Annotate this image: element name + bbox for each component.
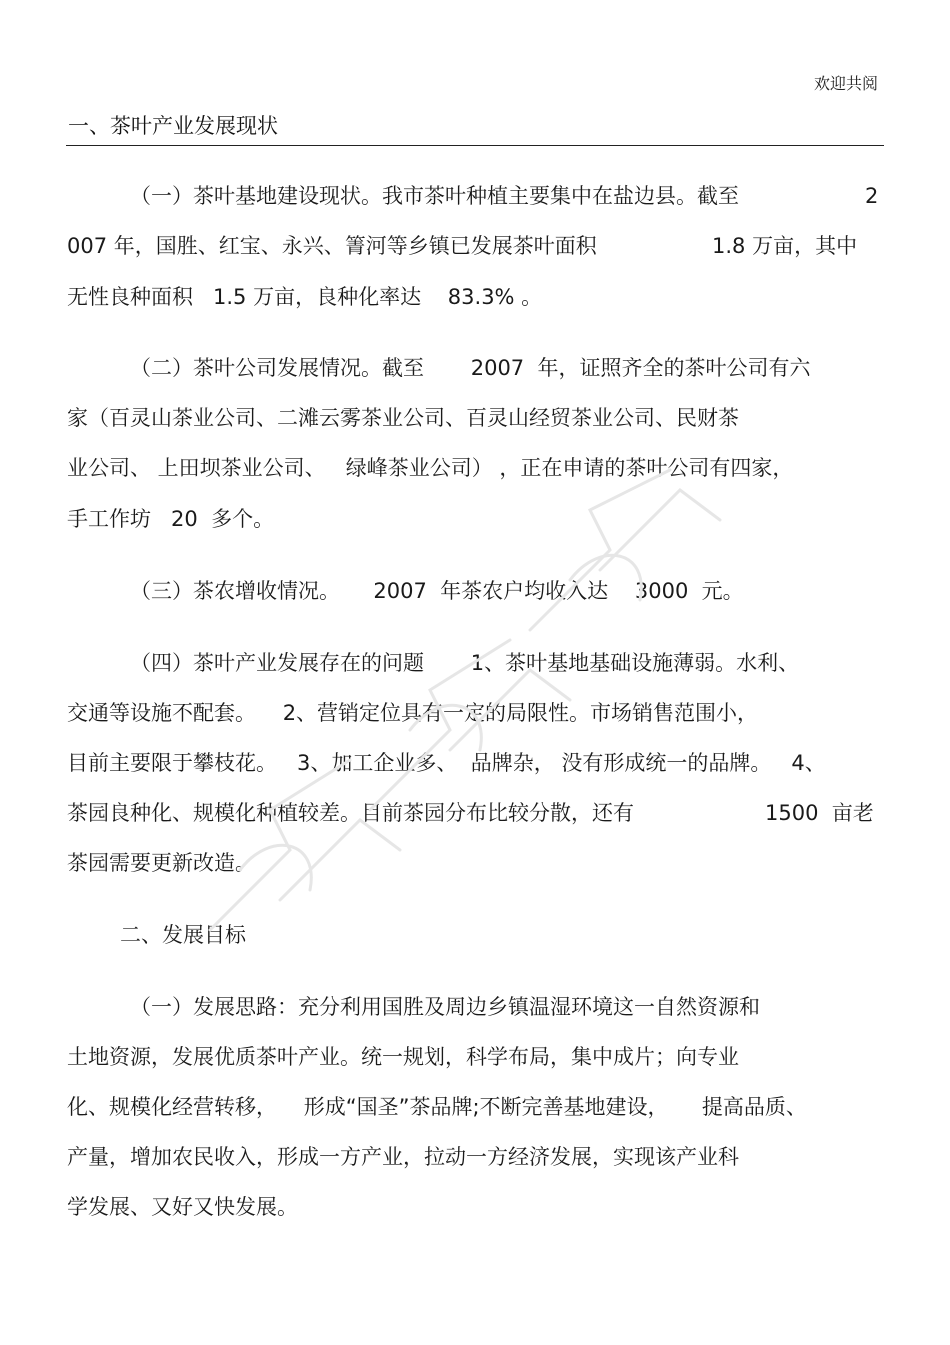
section-title-status: 一、茶叶产业发展现状 (68, 114, 278, 138)
paragraph-line: （二）茶叶公司发展情况。截至 2007 年，证照齐全的茶叶公司有六 (130, 356, 811, 380)
paragraph-line: 2 (865, 184, 879, 208)
header-note: 欢迎共阅 (813, 74, 878, 93)
paragraph-line: 产量，增加农民收入，形成一方产业，拉动一方经济发展，实现该产业科 (67, 1145, 739, 1169)
section-title-goals: 二、发展目标 (120, 923, 246, 947)
paragraph-line: 1.8 万亩，其中 (712, 234, 858, 258)
paragraph-line: 手工作坊 20 多个。 (67, 507, 275, 531)
paragraph-line: 茶园需要更新改造。 (67, 851, 256, 875)
paragraph-line: （一）发展思路：充分利用国胜及周边乡镇温湿环境这一自然资源和 (130, 995, 760, 1019)
paragraph-line: 交通等设施不配套。 2、营销定位具有一定的局限性。市场销售范围小， (67, 701, 759, 725)
paragraph-line: 业公司、 上田坝茶业公司、 绿峰茶业公司） ，正在申请的茶叶公司有四家， (67, 456, 794, 480)
paragraph-line: 007 年，国胜、红宝、永兴、箐河等乡镇已发展茶叶面积 (67, 234, 597, 258)
paragraph-line: （三）茶农增收情况。 2007 年茶农户均收入达 3000 元。 (130, 579, 744, 603)
paragraph-line: 土地资源，发展优质茶叶产业。统一规划，科学布局，集中成片；向专业 (67, 1045, 739, 1069)
paragraph-line: 无性良种面积 1.5 万亩，良种化率达 83.3% 。 (67, 285, 543, 309)
paragraph-line: （一）茶叶基地建设现状。我市茶叶种植主要集中在盐边县。截至 (130, 184, 739, 208)
paragraph-line: 1500 亩老 (765, 801, 874, 825)
title-underline (66, 145, 884, 146)
paragraph-line: 学发展、又好又快发展。 (67, 1195, 298, 1219)
paragraph-line: 化、规模化经营转移， 形成“国圣”茶品牌;不断完善基地建设， 提高品质、 (67, 1095, 807, 1119)
paragraph-line: 茶园良种化、规模化种植较差。目前茶园分布比较分散，还有 (67, 801, 634, 825)
paragraph-line: 家（百灵山茶业公司、二滩云雾茶业公司、百灵山经贸茶业公司、民财茶 (67, 406, 739, 430)
paragraph-line: 目前主要限于攀枝花。 3、加工企业多、 品牌杂， 没有形成统一的品牌。 4、 (67, 751, 826, 775)
paragraph-line: （四）茶叶产业发展存在的问题 1、茶叶基地基础设施薄弱。水利、 (130, 651, 800, 675)
